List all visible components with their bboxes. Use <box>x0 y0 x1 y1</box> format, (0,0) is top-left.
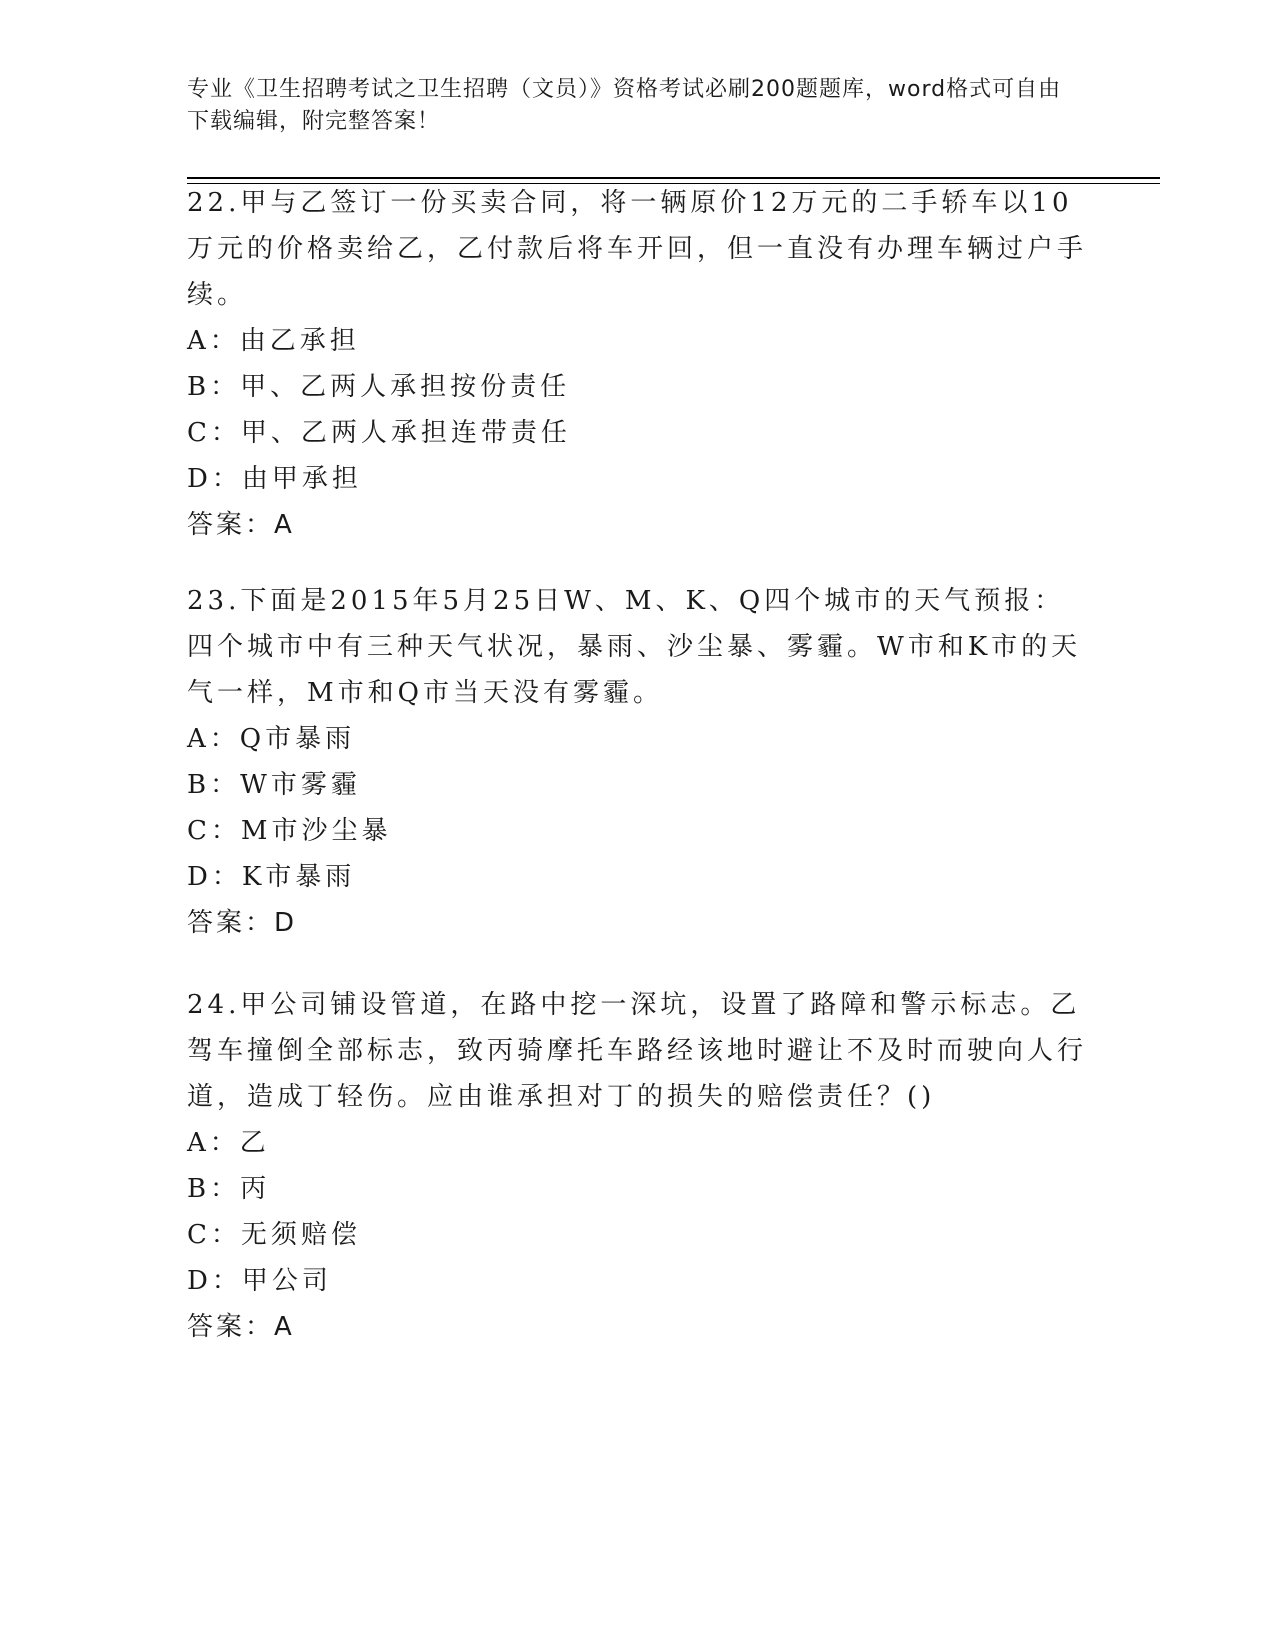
option-c: C：无须赔偿 <box>187 1220 361 1250</box>
question-24 <box>187 982 1087 1350</box>
option-c: C：甲、乙两人承担连带责任 <box>187 418 571 448</box>
option-d: D：由甲承担 <box>187 464 362 494</box>
question-22 <box>187 180 1087 548</box>
option-b: B：甲、乙两人承担按份责任 <box>187 372 571 402</box>
option-b: B：丙 <box>187 1174 271 1204</box>
header-divider-thick <box>187 177 1160 179</box>
option-a: A：乙 <box>187 1128 270 1158</box>
option-b: B：W市雾霾 <box>187 770 361 800</box>
answer-line: 答案：D <box>187 908 298 938</box>
question-text: 24.甲公司铺设管道，在路中挖一深坑，设置了路障和警示标志。乙驾车撞倒全部标志，致丙骑摩托车路经该地时避让不及时而驶向人行道，造成丁轻伤。应由谁承担对丁的损失的赔偿责任？() <box>187 990 1088 1112</box>
option-d: D：K市暴雨 <box>187 862 356 892</box>
option-a: A：Q市暴雨 <box>187 724 356 754</box>
option-c: C：M市沙尘暴 <box>187 816 392 846</box>
answer-line: 答案：A <box>187 510 295 540</box>
answer-line: 答案：A <box>187 1312 295 1342</box>
question-text: 23.下面是2015年5月25日W、M、K、Q四个城市的天气预报：四个城市中有三种天气状况，暴雨、沙尘暴、雾霾。W市和K市的天气一样，M市和Q市当天没有雾霾。 <box>187 586 1082 708</box>
option-d: D：甲公司 <box>187 1266 332 1296</box>
question-text: 22.甲与乙签订一份买卖合同，将一辆原价12万元的二手轿车以10万元的价格卖给乙，乙付款后将车开回，但一直没有办理车辆过户手续。 <box>187 188 1088 310</box>
question-23 <box>187 578 1087 946</box>
option-a: A：由乙承担 <box>187 326 360 356</box>
document-intro: 专业《卫生招聘考试之卫生招聘（文员）》资格考试必刷200题题库，word格式可自由下载编辑，附完整答案！ <box>187 77 1062 134</box>
